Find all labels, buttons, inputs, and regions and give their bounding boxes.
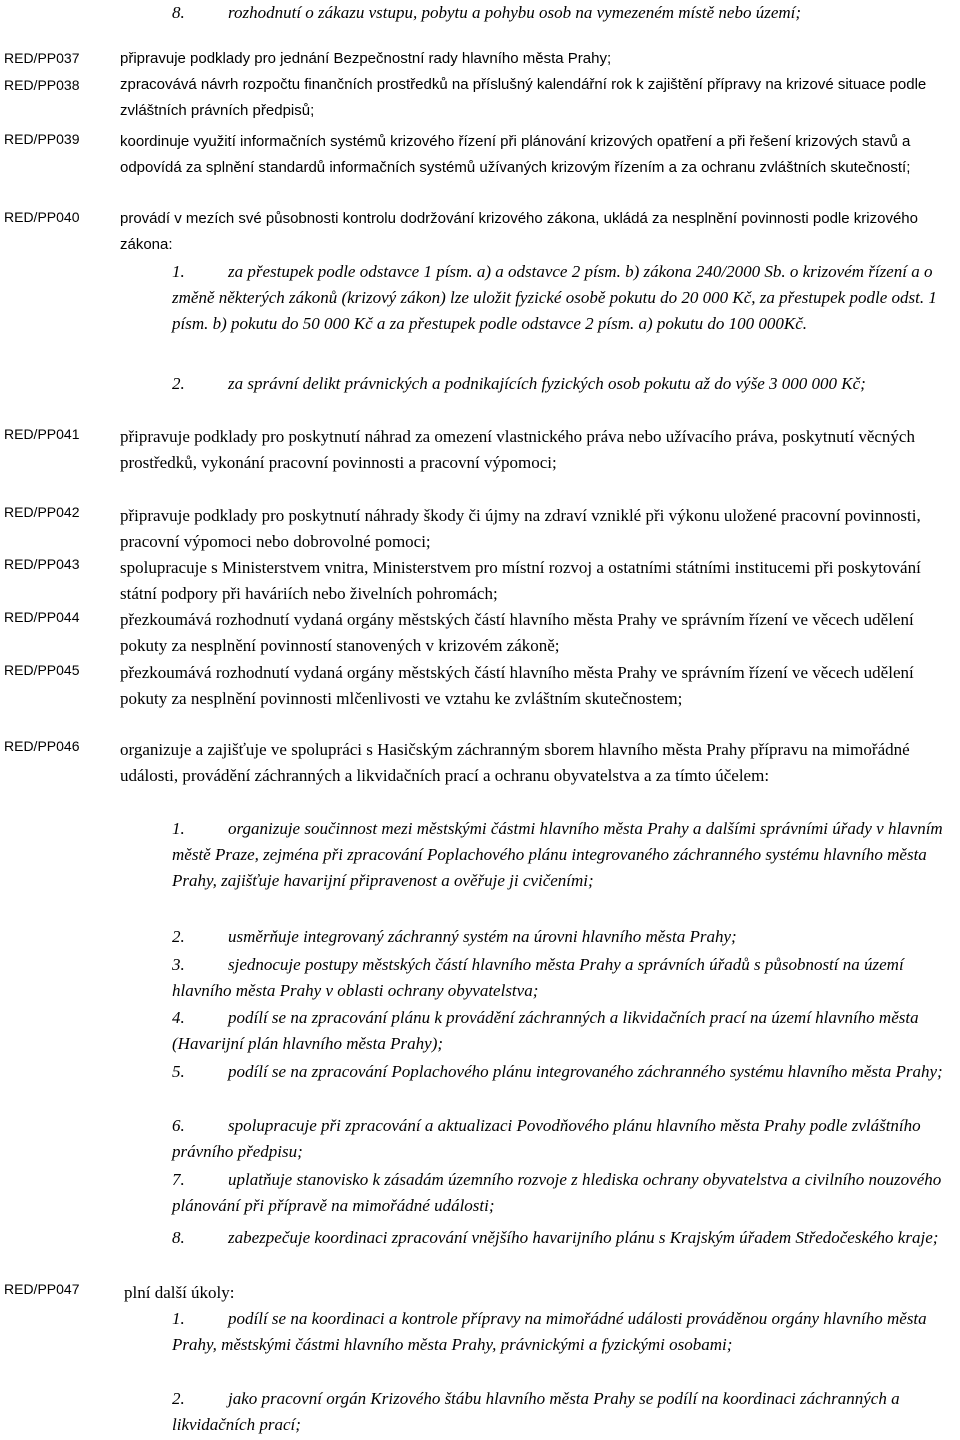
code-pp042: RED/PP042 (4, 504, 80, 520)
code-pp037: RED/PP037 (4, 50, 80, 66)
text-pp037: připravuje podklady pro jednání Bezpečnostní rady hlavního města Prahy; (120, 50, 612, 67)
text-pp038: zpracovává návrh rozpočtu finančních prostředků na příslušný kalendářní rok k zajištění přípravy na krizové situace podle zvláštních právních předpisů; (120, 76, 927, 119)
intro-list-item: 8. rozhodnutí o zákazu vstupu, pobytu a pohybu osob na vymezeném místě nebo území; (172, 3, 802, 22)
code-pp046: RED/PP046 (4, 738, 80, 754)
text-pp039: koordinuje využití informačních systémů krizového řízení při plánování krizových opatření a při řešení krizových stavů a odpovídá za splnění standardů informačních systémů užívaných krizovým řízením a za ochranu zvláštních skutečností; (120, 133, 911, 176)
pp040-item-1: 1. za přestupek podle odstavce 1 písm. a) a odstavce 2 písm. b) zákona 240/2000 Sb. o krizovém řízení a o změně některých zákonů (krizový zákon) lze uložit fyzické osobě pokutu do 20 000 Kč, za přestupek podle odst. 1 písm. b) pokutu do 50 000 Kč a za přestupek podle odstavce 2 písm. a) pokutu do 100 000Kč. (172, 262, 937, 333)
text-pp041: připravuje podklady pro poskytnutí náhrad za omezení vlastnického práva nebo užívacího práva, poskytnutí věcných prostředků, vykonání pracovní povinnosti a pracovní výpomoci; (120, 427, 915, 472)
text-pp044: přezkoumává rozhodnutí vydaná orgány městských částí hlavního města Prahy ve správním řízení ve věcech udělení pokuty za nesplnění povinností stanovených v krizovém zákoně; (120, 610, 914, 655)
code-pp039: RED/PP039 (4, 131, 80, 147)
pp046-item-8: 8. zabezpečuje koordinaci zpracování vnějšího havarijního plánu s Krajským úřadem Středočeského kraje; (172, 1228, 939, 1247)
pp046-item-5: 5. podílí se na zpracování Poplachového plánu integrovaného záchranného systému hlavního města Prahy; (172, 1062, 943, 1081)
pp046-item-2: 2. usměrňuje integrovaný záchranný systém na úrovni hlavního města Prahy; (172, 927, 737, 946)
text-pp042: připravuje podklady pro poskytnutí náhrady škody či újmy na zdraví vzniklé při výkonu uložené pracovní povinnosti, pracovní výpomoci nebo dobrovolné pomoci; (120, 506, 921, 551)
text-pp040: provádí v mezích své působnosti kontrolu dodržování krizového zákona, ukládá za nesplnění povinnosti podle krizového zákona: (120, 210, 918, 253)
code-pp038: RED/PP038 (4, 77, 80, 93)
code-pp044: RED/PP044 (4, 609, 80, 625)
code-pp047: RED/PP047 (4, 1281, 80, 1297)
pp047-item-1: 1. podílí se na koordinaci a kontrole přípravy na mimořádné události prováděnou orgány hlavního města Prahy, městskými částmi hlavního města Prahy, právnickými a fyzickými osobami; (172, 1309, 927, 1354)
code-pp040: RED/PP040 (4, 209, 80, 225)
code-pp045: RED/PP045 (4, 662, 80, 678)
pp047-item-2: 2. jako pracovní orgán Krizového štábu hlavního města Prahy se podílí na koordinaci záchranných a likvidačních prací; (172, 1389, 900, 1434)
text-pp047: plní další úkoly: (124, 1283, 235, 1302)
pp046-item-6: 6. spolupracuje při zpracování a aktualizaci Povodňového plánu hlavního města Prahy podle zvláštního právního předpisu; (172, 1116, 921, 1161)
pp046-item-1: 1. organizuje součinnost mezi městskými částmi hlavního města Prahy a dalšími správními úřady v hlavním městě Praze, zejména při zpracování Poplachového plánu integrovaného záchranného systému hlavního města Prahy, zajišťuje havarijní připravenost a ověřuje ji cvičeními; (172, 819, 943, 890)
pp046-item-3: 3. sjednocuje postupy městských částí hlavního města Prahy a správních úřadů s působností na území hlavního města Prahy v oblasti ochrany obyvatelstva; (172, 955, 904, 1000)
pp046-item-7: 7. uplatňuje stanovisko k zásadám územního rozvoje z hlediska ochrany obyvatelstva a civilního nouzového plánování při přípravě na mimořádné události; (172, 1170, 942, 1215)
text-pp045: přezkoumává rozhodnutí vydaná orgány městských částí hlavního města Prahy ve správním řízení ve věcech udělení pokuty za nesplnění povinnosti mlčenlivosti ve vztahu ke zvláštním skutečnostem; (120, 663, 914, 708)
text-pp043: spolupracuje s Ministerstvem vnitra, Ministerstvem pro místní rozvoj a ostatními státními institucemi při poskytování státní podpory při haváriích nebo živelních pohromách; (120, 558, 921, 603)
code-pp043: RED/PP043 (4, 556, 80, 572)
pp046-item-4: 4. podílí se na zpracování plánu k provádění záchranných a likvidačních prací na území hlavního města (Havarijní plán hlavního města Prahy); (172, 1008, 919, 1053)
pp040-item-2: 2. za správní delikt právnických a podnikajících fyzických osob pokutu až do výše 3 000 000 Kč; (172, 374, 866, 393)
text-pp046: organizuje a zajišťuje ve spolupráci s Hasičským záchranným sborem hlavního města Prahy přípravu na mimořádné události, provádění záchranných a likvidačních prací a ochranu obyvatelstva a za tímto účelem: (120, 740, 910, 785)
code-pp041: RED/PP041 (4, 426, 80, 442)
